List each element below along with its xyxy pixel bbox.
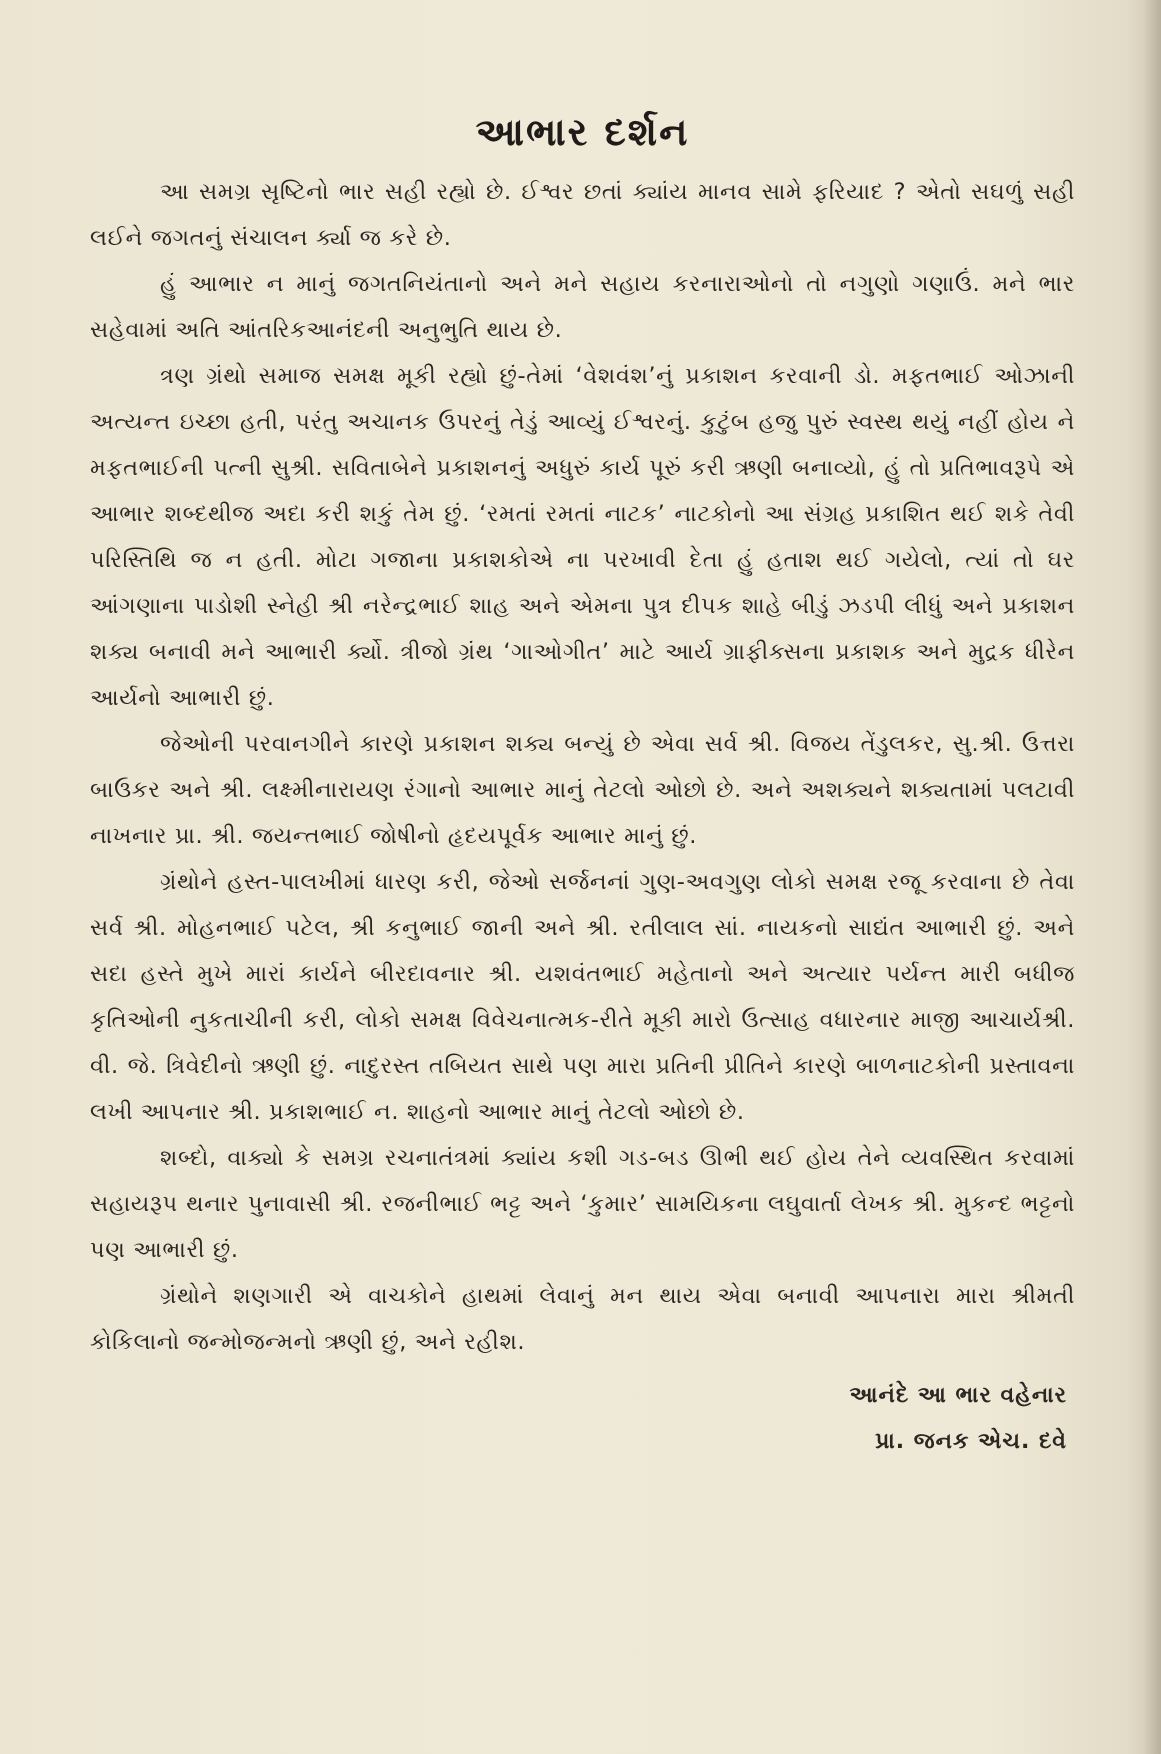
signoff-block (90, 1373, 1075, 1465)
paragraph-6: શબ્દો, વાક્યો કે સમગ્ર રચનાતંત્રમાં ક્યાંય કશી ગડ-બડ ઊભી થઈ હોય તેને વ્યવસ્થિત કરવામાં સહાયરૂપ થનાર પુનાવાસી શ્રી. રજનીભાઈ ભટ્ટ અને ‘કુમાર’ સામયિકના લઘુવાર્તા લેખક શ્રી. મુકન્દ ભટ્ટનો પણ આભારી છું. (90, 1145, 1075, 1263)
paragraph-4: જેઓની પરવાનગીને કારણે પ્રકાશન શક્ય બન્યું છે એવા સર્વ શ્રી. વિજય તેંડુલકર, સુ.શ્રી. ઉત્તરા બાઉકર અને શ્રી. લક્ષ્મીનારાયણ રંગાનો આભાર માનું તેટલો ઓછો છે. અને અશક્યને શક્યતામાં પલટાવી નાખનાર પ્રા. શ્રી. જયન્તભાઈ જોષીનો હૃદયપૂર્વક આભાર માનું છું. (90, 731, 1075, 849)
signoff-author: પ્રા. જનક એચ. દવે (875, 1429, 1067, 1454)
paragraph-7: ગ્રંથોને શણગારી એ વાચકોને હાથમાં લેવાનું મન થાય એવા બનાવી આપનારા મારા શ્રીમતી કોકિલાનો જન્મોજન્મનો ઋણી છું, અને રહીશ. (90, 1283, 1075, 1355)
paragraph-5: ગ્રંથોને હસ્ત-પાલખીમાં ધારણ કરી, જેઓ સર્જનનાં ગુણ-અવગુણ લોકો સમક્ષ રજૂ કરવાના છે તેવા સર્વ શ્રી. મોહનભાઈ પટેલ, શ્રી કનુભાઈ જાની અને શ્રી. રતીલાલ સાં. નાયકનો સાદ્યંત આભારી છું. અને સદા હસ્તે મુખે મારાં કાર્યને બીરદાવનાર શ્રી. યશવંતભાઈ મહેતાનો અને અત્યાર પર્યન્ત મારી બધીજ કૃતિઓની નુકતાચીની કરી, લોકો સમક્ષ વિવેચનાત્મક-રીતે મૂકી મારો ઉત્સાહ વધારનાર માજી આચાર્યશ્રી. વી. જે. ત્રિવેદીનો ઋણી છું. નાદુરસ્ત તબિયત સાથે પણ મારા પ્રતિની પ્રીતિને કારણે બાળનાટકોની પ્રસ્તાવના લખી આપનાર શ્રી. પ્રકાશભાઈ ન. શાહનો આભાર માનું તેટલો ઓછો છે. (90, 869, 1075, 1125)
page-edge-shadow (1143, 0, 1161, 1754)
paragraph-2: હું આભાર ન માનું જગતનિયંતાનો અને મને સહાય કરનારાઓનો તો નગુણો ગણાઉં. મને ભાર સહેવામાં અતિ આંતરિકઆનંદની અનુભુતિ થાય છે. (90, 271, 1075, 343)
page-title: આભાર દર્શન (475, 110, 690, 154)
paragraph-3: ત્રણ ગ્રંથો સમાજ સમક્ષ મૂકી રહ્યો છું-તેમાં ‘વેશવંશ’નું પ્રકાશન કરવાની ડો. મફતભાઈ ઓઝાની અત્યન્ત ઇચ્છા હતી, પરંતુ અચાનક ઉપરનું તેડું આવ્યું ઈશ્વરનું. કુટુંબ હજુ પુરું સ્વસ્થ થયું નહીં હોય ને મફતભાઈની પત્ની સુશ્રી. સવિતાબેને પ્રકાશનનું અધુરું કાર્ય પૂરું કરી ઋણી બનાવ્યો, હું તો પ્રતિભાવરૂપે એ આભાર શબ્દથીજ અદા કરી શકું તેમ છું. ‘રમતાં રમતાં નાટક’ નાટકોનો આ સંગ્રહ પ્રકાશિત થઈ શકે તેવી પરિસ્તિથિ જ ન હતી. મોટા ગજાના પ્રકાશકોએ ના પરખાવી દેતા હું હતાશ થઈ ગયેલો, ત્યાં તો ઘર આંગણાના પાડોશી સ્નેહી શ્રી નરેન્દ્રભાઈ શાહ અને એમના પુત્ર દીપક શાહે બીડું ઝડપી લીધું અને પ્રકાશન શક્ય બનાવી મને આભારી ર્ક્યો. ત્રીજો ગ્રંથ ‘ગાઓગીત’ માટે આર્ય ગ્રાફીક્સના પ્રકાશક અને મુદ્રક ધીરેન આર્યનો આભારી છું. (90, 363, 1075, 711)
page-content (90, 110, 1075, 1465)
signoff-line-1: આનંદે આ ભાર વહેનાર (849, 1383, 1067, 1408)
paragraph-1: આ સમગ્ર સૃષ્ટિનો ભાર સહી રહ્યો છે. ઈશ્વર છતાં ક્યાંય માનવ સામે ફરિયાદ ? એતો સઘળું સહી લઈને જગતનું સંચાલન ર્ક્યા જ કરે છે. (90, 179, 1075, 251)
